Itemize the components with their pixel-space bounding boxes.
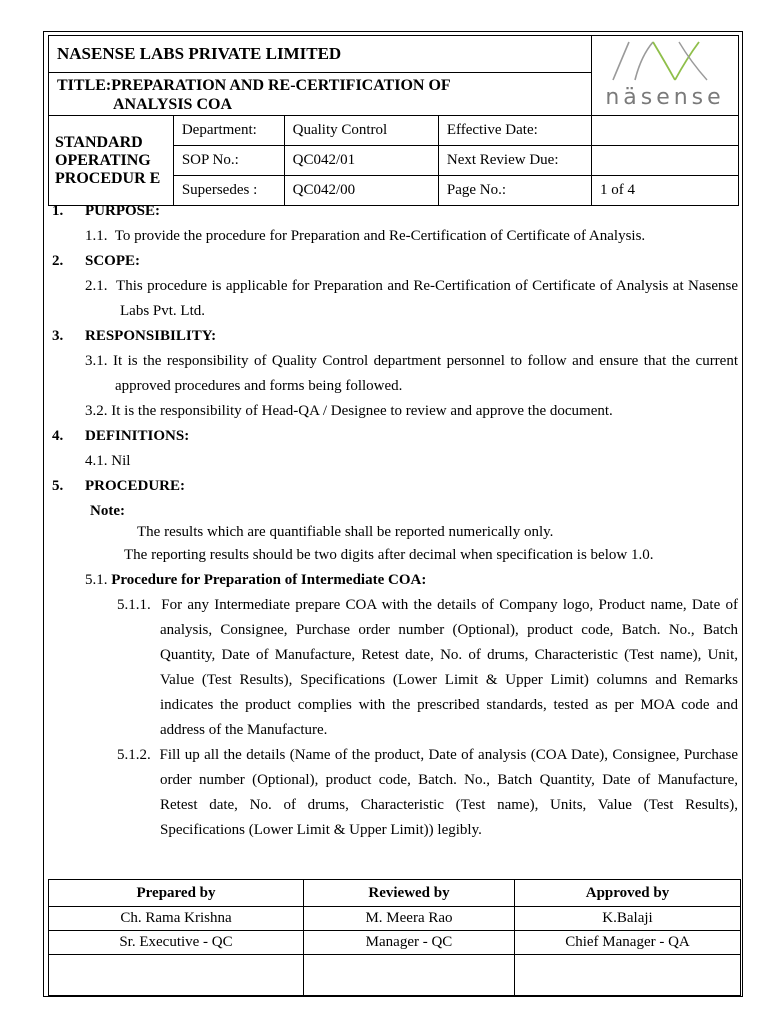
preparer-signature-cell (49, 955, 304, 996)
preparer-name: Ch. Rama Krishna (49, 907, 304, 931)
item-number: 5.1. (85, 572, 108, 588)
document-body (52, 199, 738, 843)
approved-by-header: Approved by (515, 880, 741, 907)
section-responsibility (52, 324, 738, 349)
item-text: It is the responsibility of Head-QA / Designee to review and approve the document. (111, 403, 613, 419)
section-procedure (52, 474, 738, 499)
preparer-role: Sr. Executive - QC (49, 931, 304, 955)
section-number: 1. (52, 203, 64, 219)
list-item (52, 399, 738, 424)
section-purpose (52, 199, 738, 224)
nasense-logo-icon (595, 36, 735, 110)
next-review-label: Next Review Due: (438, 146, 591, 176)
logo-wordmark: näsense (605, 85, 725, 110)
department-value: Quality Control (284, 116, 438, 146)
item-text: It is the responsibility of Quality Control department personnel to follow and ensure that the current approved procedures and forms being followed. (112, 353, 739, 394)
signature-table (48, 879, 741, 996)
list-item (52, 274, 738, 324)
company-name: NASENSE LABS PRIVATE LIMITED (49, 36, 592, 73)
item-number: 3.1. (85, 353, 108, 369)
sop-label: STANDARD OPERATING PROCEDUR E (49, 116, 174, 206)
title-prefix: TITLE: (57, 77, 112, 94)
document-header-table (48, 35, 739, 206)
page-no-label: Page No.: (438, 176, 591, 206)
section-number: 2. (52, 253, 64, 269)
section-scope (52, 249, 738, 274)
section-heading: PURPOSE: (85, 203, 160, 219)
title-line-2: ANALYSIS COA (113, 96, 232, 113)
sop-no-value: QC042/01 (284, 146, 438, 176)
item-number: 2.1. (85, 278, 108, 294)
item-number: 3.2. (85, 403, 108, 419)
list-item (52, 224, 738, 249)
reviewer-role: Manager - QC (304, 931, 515, 955)
item-number: 5.1.2. (117, 747, 151, 763)
item-text: For any Intermediate prepare COA with the details of Company logo, Product name, Date of analysis, Consignee, Purchase order number (Optional), product code, Batch. No., Batch Quantity, Date of Manufacture, Retest date, No. of drums, Characteristic (Test name), Unit, Value (Test Results), Specifications (Lower Limit & Upper Limit) columns and Remarks indicates the product complies with the prescribed standards, tested as per MOA code and address of the Manufacture. (160, 597, 738, 738)
list-item (52, 593, 738, 743)
reviewer-signature-cell (304, 955, 515, 996)
section-number: 5. (52, 478, 64, 494)
reviewed-by-header: Reviewed by (304, 880, 515, 907)
subsection-title: Procedure for Preparation of Intermediate COA: (111, 572, 427, 588)
approver-role: Chief Manager - QA (515, 931, 741, 955)
section-heading: DEFINITIONS: (85, 428, 190, 444)
supersedes-label: Supersedes : (173, 176, 284, 206)
section-definitions (52, 424, 738, 449)
item-number: 4.1. (85, 453, 108, 469)
section-number: 4. (52, 428, 64, 444)
note-line: The results which are quantifiable shall be reported numerically only. (137, 524, 554, 540)
supersedes-value: QC042/00 (284, 176, 438, 206)
note-label: Note: (90, 503, 125, 519)
item-number: 5.1.1. (117, 597, 151, 613)
company-logo (592, 36, 739, 116)
department-label: Department: (173, 116, 284, 146)
approver-name: K.Balaji (515, 907, 741, 931)
item-text: To provide the procedure for Preparation and Re-Certification of Certificate of Analysis. (114, 228, 646, 244)
effective-date-label: Effective Date: (438, 116, 591, 146)
effective-date-value (592, 116, 739, 146)
item-text: Nil (111, 453, 131, 469)
approver-signature-cell (515, 955, 741, 996)
list-item (52, 743, 738, 843)
page-no-value: 1 of 4 (592, 176, 739, 206)
next-review-value (592, 146, 739, 176)
section-heading: RESPONSIBILITY: (85, 328, 217, 344)
reviewer-name: M. Meera Rao (304, 907, 515, 931)
section-heading: PROCEDURE: (85, 478, 185, 494)
title-line-1: PREPARATION AND RE-CERTIFICATION OF (111, 77, 451, 94)
item-text: This procedure is applicable for Preparation and Re-Certification of Certificate of Analysis at Nasense Labs Pvt. Ltd. (116, 278, 738, 319)
note-line: The reporting results should be two digits after decimal when specification is below 1.0. (124, 547, 654, 563)
subsection-heading (52, 568, 738, 593)
list-item (52, 349, 738, 399)
sop-no-label: SOP No.: (173, 146, 284, 176)
document-title (49, 73, 592, 116)
list-item (52, 449, 738, 474)
item-text: Fill up all the details (Name of the product, Date of analysis (COA Date), Consignee, Purchase order number (Optional), product code, Batch. No., Batch Quantity, Date of Manufacture, Retest date, No. of drums, Characteristic (Test name), Units, Value (Test Results), Specifications (Lower Limit & Upper Limit)) legibly. (159, 747, 738, 838)
item-number: 1.1. (85, 228, 108, 244)
section-number: 3. (52, 328, 64, 344)
prepared-by-header: Prepared by (49, 880, 304, 907)
section-heading: SCOPE: (85, 253, 141, 269)
